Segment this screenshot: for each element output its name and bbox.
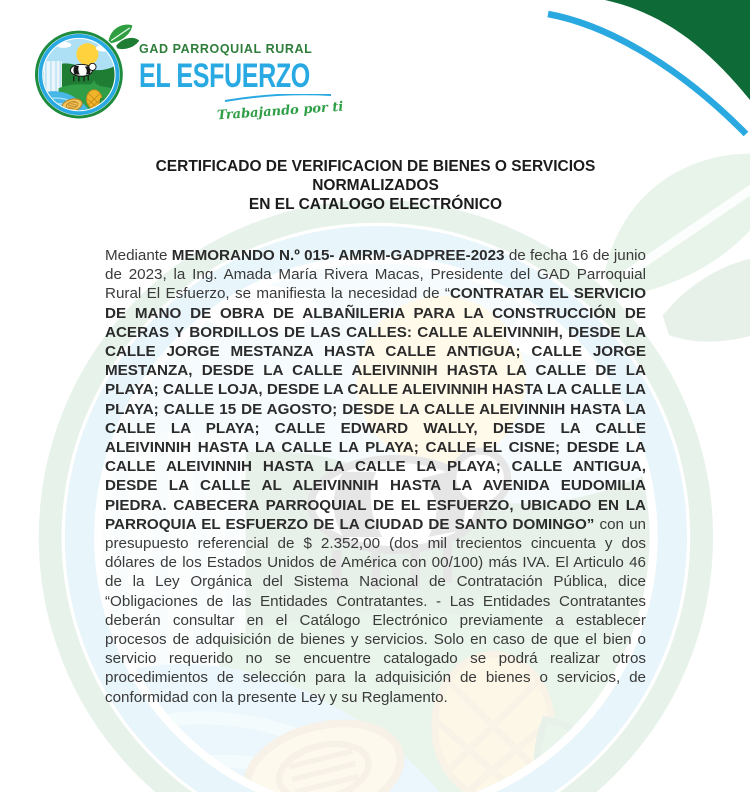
body-segment-contract-object: CONTRATAR EL SERVICIO DE MANO DE OBRA DE ALBAÑILERIA PARA LA CONSTRUCCIÓN DE ACERAS Y BORDILLOS DE LAS CALLES: CALLE ALEIVINNIH, DESDE LA CALLE JORGE MESTANZA HASTA CALLE ANTIGUA; CALLE JORGE MESTANZA, DESDE LA CALLE ALEIVINNIH HASTA LA CALLE DE LA PLAYA; CALLE LOJA, DESDE LA CALLE ALEIVINNIH HASTA LA CALLE LA PLAYA; CALLE 15 DE AGOSTO; DESDE LA CALLE ALEIVINNIH HASTA LA CALLE LA PLAYA; CALLE EDWARD WALLY, DESDE LA CALLE ALEIVINNIH HASTA LA CALLE LA PLAYA; CALLE EL CISNE; DESDE LA CALLE ALEIVINNIH HASTA LA CALLE LA PLAYA; CALLE ANTIGUA, DESDE LA CALLE AL ALEIVINNIH HASTA LA AVENIDA EUDOMILIA PIEDRA. CABECERA PARROQUIAL DE EL ESFUERZO, UBICADO EN LA PARROQUIA EL ESFUERZO DE LA CIUDAD DE SANTO DOMINGO” <box>105 285 647 533</box>
org-type-label: GAD PARROQUIAL RURAL <box>139 42 313 56</box>
title-line-1: CERTIFICADO DE VERIFICACION DE BIENES O SERVICIOS <box>155 158 596 175</box>
corner-decoration <box>545 0 750 140</box>
body-segment-memo-ref: MEMORANDO N.º 015- AMRM-GADPREE-2023 <box>171 247 505 264</box>
title-line-3: EN EL CATALOGO ELECTRÓNICO <box>248 196 503 213</box>
tagline-block <box>216 94 344 124</box>
body-segment: con un presupuesto referencial de $ 2.352,00 (dos mil trecientos cincuenta y dos dólares de los Estados Unidos de América con 00/100) más IVA. El Articulo 46 de la Ley Orgánica del Sistema Nacional de Contratación Pública, dice “Obligaciones de las Entidades Contratantes. - Las Entidades Contratantes deberán consultar en el Catálogo Electrónico previamente a establecer procesos de adquisición de bienes y servicios. Solo en caso de que el bien o servicio requerido no se encuentre catalogado se podrá realizar otros procedimientos de selección para la adquisición de bienes o servicios, de conformidad con la presente Ley y su Reglamento. <box>105 515 646 706</box>
body-paragraph <box>105 246 646 707</box>
document-title <box>105 157 646 214</box>
parish-logo-icon <box>28 16 140 128</box>
tagline-label: Trabajando por ti <box>216 99 344 124</box>
body-segment: Mediante <box>105 247 172 264</box>
title-line-2: NORMALIZADOS <box>312 177 439 194</box>
org-name-label: EL ESFUERZO <box>139 55 310 95</box>
header-brand <box>139 42 344 124</box>
body-segment: de fecha 16 de junio de 2023, la Ing. Amada María Rivera Macas, Presidente del GAD Parroquial Rural El Esfuerzo, se manifiesta la necesidad de “ <box>105 247 646 303</box>
